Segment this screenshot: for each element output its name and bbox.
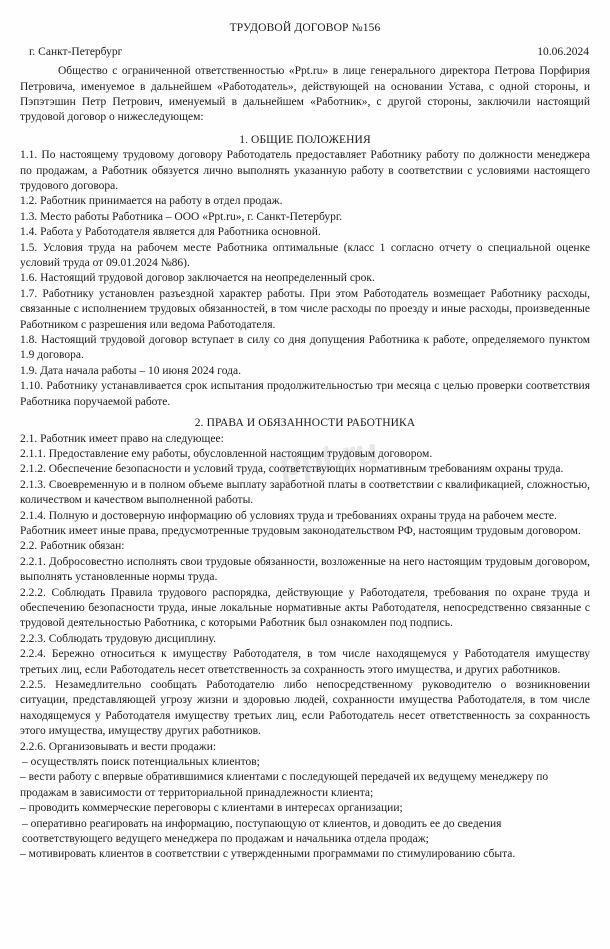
document-meta	[20, 45, 590, 59]
bullet-item: – осуществлять поиск потенциальных клиентов;	[22, 756, 260, 769]
clause-2-2-6: 2.2.6. Организовывать и вести продажи:	[20, 740, 217, 753]
section-heading-2: 2. ПРАВА И ОБЯЗАННОСТИ РАБОТНИКА	[194, 417, 416, 430]
clause-2-1-other-rights: Работник имеет иные права, предусмотренные трудовым законодательством РФ, настоящим трудовым договором.	[20, 524, 581, 537]
clause-1-9: 1.9. Дата начала работы – 10 июня 2024 года.	[20, 364, 241, 377]
clause-1-8: 1.8. Настоящий трудовой договор вступает в силу со дня допущения Работника к работе, определяемого пунктом 1.9 договора.	[20, 334, 590, 362]
clause-2-2-1: 2.2.1. Добросовестно исполнять свои трудовые обязанности, возложенные на него настоящим трудовым договором, выполнять установленные нормы труда.	[20, 555, 590, 584]
clause-2-1-2: 2.1.2. Обеспечение безопасности и условий труда, соответствующих нормативным требованиям охраны труда.	[20, 463, 564, 476]
clause-2-1-4: 2.1.4. Полную и достоверную информацию об условиях труда и требованиях охраны труда на рабочем месте.	[20, 509, 557, 522]
preamble-paragraph: Общество с ограниченной ответственностью «Ppt.ru» в лице генерального директора Петрова Порфирия Петровича, именуемое в дальнейшем «Работодатель», действующей на основании Устава, с одной стороны, и Пэпэтэшин Петр Петрович, именуемый в дальнейшем «Работник», с другой стороны, заключили настоящий трудовой договор о нижеследующем:	[20, 65, 590, 124]
clause-1-5: 1.5. Условия труда на рабочем месте Работника оптимальные (класс 1 согласно отчету о специальной оценке условий труда от 09.01.2024 №86).	[20, 241, 590, 270]
clause-2-2: 2.2. Работник обязан:	[20, 540, 125, 553]
clause-2-1-3: 2.1.3. Своевременную и в полном объеме выплату заработной платы в соответствии с квалификацией, сложностью, количеством и качеством выполненной работы.	[20, 478, 590, 507]
clause-2-2-3: 2.2.3. Соблюдать трудовую дисциплину.	[20, 632, 217, 645]
clause-1-10: 1.10. Работнику устанавливается срок испытания продолжительностью три месяца с целью проверки соответствия Работника поручаемой работе.	[20, 380, 590, 408]
document-body	[20, 22, 590, 863]
clause-1-1: 1.1. По настоящему трудовому договору Работодатель предоставляет Работнику работу по должности менеджера по продажам, а Работник обязуется лично выполнять указанную работу в соответствии с условиями настоящего трудового договора.	[20, 149, 590, 193]
watermark-ppt-ru: ppt.ru	[276, 430, 380, 485]
clause-1-3: 1.3. Место работы Работника – ООО «Ppt.ru», г. Санкт-Петербург.	[20, 210, 343, 223]
clause-1-2: 1.2. Работник принимается на работу в отдел продаж.	[20, 195, 283, 208]
bullet-item: – проводить коммерческие переговоры с клиентами в интересах организации;	[20, 802, 403, 815]
clause-1-4: 1.4. Работа у Работодателя является для Работника основной.	[20, 226, 321, 239]
section-heading-1: 1. ОБЩИЕ ПОЛОЖЕНИЯ	[239, 133, 371, 146]
document-title: ТРУДОВОЙ ДОГОВОР №156	[229, 22, 381, 34]
clause-1-6: 1.6. Настоящий трудовой договор заключается на неопределенный срок.	[20, 272, 375, 285]
clause-2-1: 2.1. Работник имеет право на следующее:	[20, 432, 224, 445]
clause-2-2-2: 2.2.2. Соблюдать Правила трудового распорядка, действующие у Работодателя, требования по охране труда и обеспечению безопасности труда, иные локальные нормативные акты Работодателя, непосредственно связанные с трудовой деятельностью Работника, с которыми Работник был ознакомлен под подпись.	[20, 586, 590, 630]
clause-2-2-5: 2.2.5. Незамедлительно сообщать Работодателю либо непосредственному руководителю о возникновении ситуации, представляющей угрозу жизни и здоровью людей, сохранности имущества Работодателя, в том числе находящемуся у Работодателя имуществу третьих лиц, если Работодатель несет ответственность за сохранность этого имущества, имуществу других работников.	[20, 679, 590, 738]
city-label: г. Санкт-Петербург	[29, 45, 123, 58]
clause-2-2-4: 2.2.4. Бережно относиться к имуществу Работодателя, в том числе находящемуся у Работодателя имуществу третьих лиц, если Работодатель несет ответственность за сохранность этого имущества, и других работников.	[20, 648, 590, 676]
bullet-item: – оперативно реагировать на информацию, поступающую от клиентов, и доводить ее до сведения соответствующего ведущего менеджера по продажам и начальника отдела продаж;	[22, 817, 502, 846]
clause-2-1-1: 2.1.1. Предоставление ему работы, обусловленной настоящим трудовым договором.	[20, 447, 433, 460]
date-label: 10.06.2024	[537, 45, 589, 58]
bullet-item: – вести работу с впервые обратившимися клиентами с последующей передачей их ведущему менеджеру по продажам в зависимости от территориальной принадлежности клиента;	[20, 771, 549, 799]
bullet-item: – мотивировать клиентов в соответствии с утвержденными программами по стимулированию сбыта.	[20, 848, 516, 861]
clause-1-7: 1.7. Работнику установлен разъездной характер работы. При этом Работодатель возмещает Работнику расходы, связанные с исполнением трудовых обязанностей, в том числе расходы по проезду и иные расходы, произведенные Работником с разрешения или ведома Работодателя.	[20, 287, 590, 331]
